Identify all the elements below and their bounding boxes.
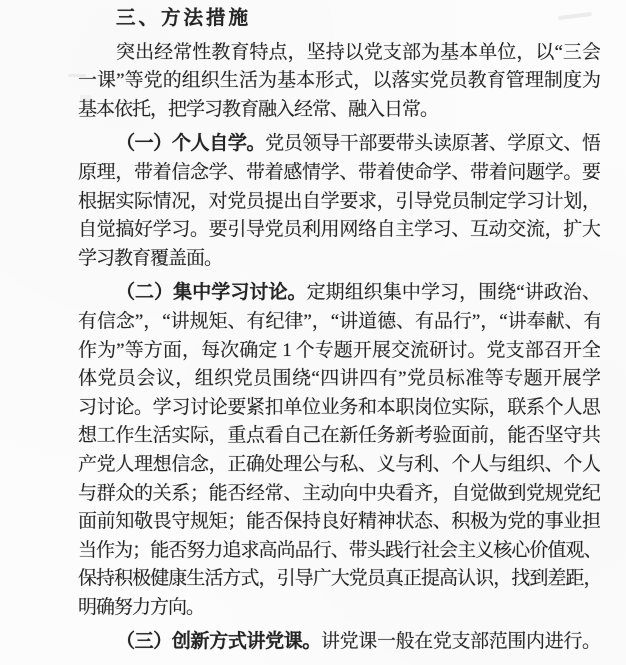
line-text: 习讨论。学习讨论要紧扣单位业务和本职岗位实际，联系个人思: [78, 396, 600, 418]
text-line: [78, 245, 600, 274]
line-text: 保持积极健康生活方式，引导广大党员真正提高认识，找到差距，: [78, 568, 600, 590]
section-heading: [78, 4, 600, 33]
text-line: [78, 159, 600, 188]
text-line: [78, 480, 600, 509]
line-text: 学习教育覆盖面。: [78, 247, 223, 269]
text-line: [78, 594, 600, 623]
line-text: 讲党课一般在党支部范围内进行。: [321, 631, 600, 653]
text-line: [78, 451, 600, 480]
subsection-lead: （一）个人自学。: [116, 133, 266, 155]
subsection-lead: （二）集中学习讨论。: [116, 282, 307, 304]
line-text: 突出经常性教育特点，坚持以党支部为基本单位，以“三会: [116, 41, 600, 63]
line-text: 有信念”，“讲规矩、有纪律”，“讲道德、有品行”，“讲奉献、有: [78, 310, 600, 332]
text-line: [78, 365, 600, 394]
line-text: 党员领导干部要带头读原著、学原文、悟: [265, 133, 600, 155]
line-text: 基本依托，把学习教育融入经常、融入日常。: [78, 98, 439, 120]
text-line: [78, 39, 600, 68]
line-text: 定期组织集中学习，围绕“讲政治、: [306, 282, 600, 304]
text-line: [78, 96, 600, 125]
line-text: 当作为；能否努力追求高尚品行、带头践行社会主义核心价值观、: [78, 539, 600, 561]
text-line: [78, 565, 600, 594]
text-line: [78, 188, 600, 217]
line-text: 原理，带着信念学、带着感情学、带着使命学、带着问题学。要: [78, 161, 600, 183]
line-text: 面前知敬畏守规矩；能否保持良好精神状态、积极为党的事业担: [78, 511, 600, 533]
line-text: 想工作生活实际，重点看自己在新任务新考验面前，能否坚守共: [78, 425, 600, 447]
text-line: [78, 308, 600, 337]
text-line: [78, 67, 600, 96]
line-text: 根据实际情况，对党员提出自学要求，引导党员制定学习计划，: [78, 190, 600, 212]
line-text: 明确努力方向。: [78, 596, 205, 618]
text-line: [78, 422, 600, 451]
document-text-block: [78, 4, 600, 657]
line-text: 作为”等方面，每次确定 1 个专题开展交流研讨。党支部召开全: [78, 339, 600, 361]
line-text: 一课”等党的组织生活为基本形式，以落实党员教育管理制度为: [78, 70, 600, 92]
line-text: 自觉搞好学习。要引导党员利用网络自主学习、互动交流，扩大: [78, 219, 600, 241]
section-heading-text: 三、方法措施: [116, 7, 252, 29]
text-line: [78, 628, 600, 657]
text-line: [78, 337, 600, 366]
line-text: 与群众的关系；能否经常、主动向中央看齐，自觉做到党规党纪: [78, 482, 600, 504]
text-line: [78, 537, 600, 566]
text-line: [78, 508, 600, 537]
line-text: 产党人理想信念，正确处理公与私、义与利、个人与组织、个人: [78, 453, 600, 475]
text-line: [78, 216, 600, 245]
text-line: [78, 279, 600, 308]
text-line: [78, 130, 600, 159]
text-line: [78, 394, 600, 423]
subsection-lead: （三）创新方式讲党课。: [116, 631, 322, 653]
line-text: 体党员会议，组织党员围绕“四讲四有”党员标准等专题开展学: [78, 368, 600, 390]
